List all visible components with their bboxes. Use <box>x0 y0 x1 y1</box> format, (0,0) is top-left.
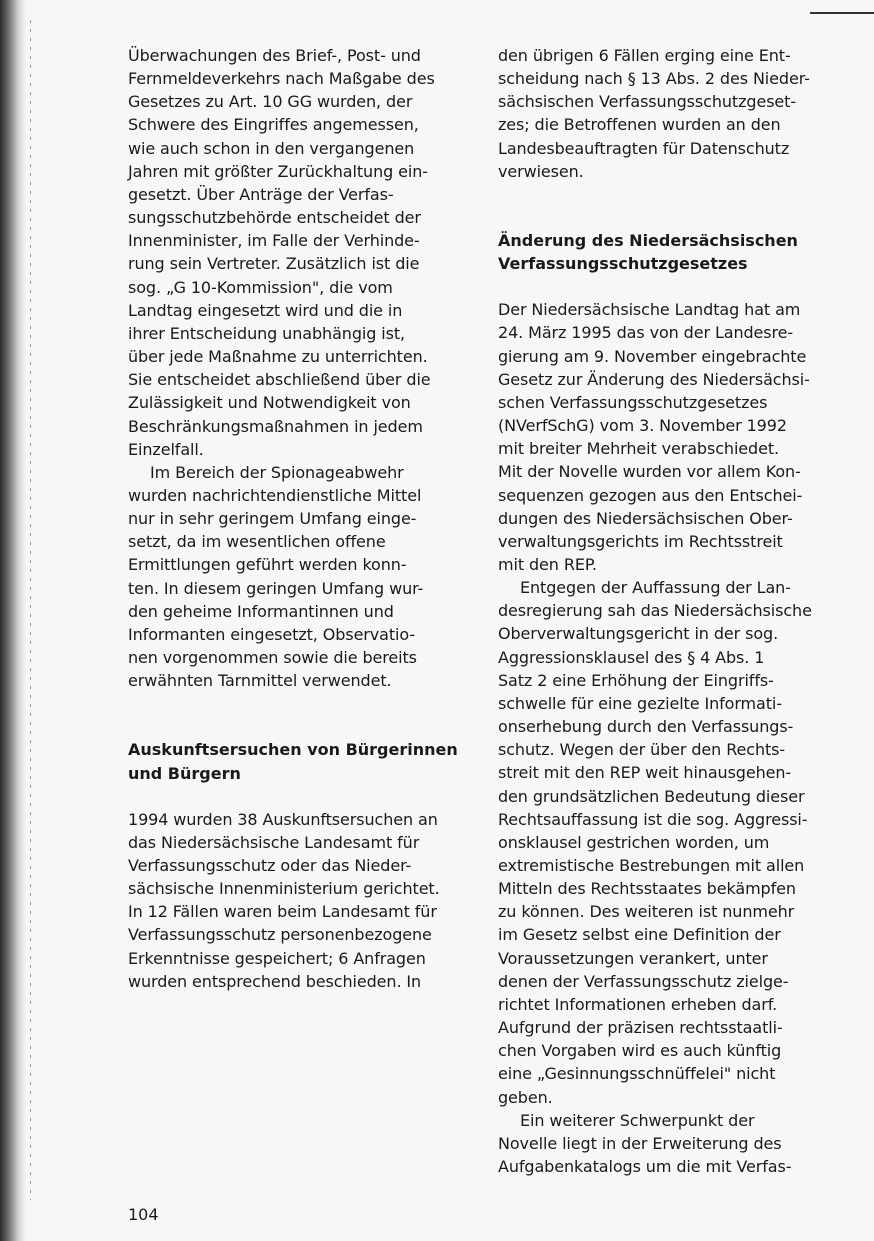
text-line: Voraussetzungen verankert, unter <box>498 948 768 968</box>
text-line: wurden entsprechend beschieden. In <box>128 971 422 991</box>
right-paragraph-2 <box>498 298 843 576</box>
left-section-heading <box>128 738 473 784</box>
text-line: geben. <box>498 1087 553 1107</box>
text-line: richtet Informationen erheben darf. <box>498 994 778 1014</box>
text-line: Entgegen der Auffassung der Lan- <box>520 578 791 598</box>
text-line: Schwere des Eingriffes angemessen, <box>128 115 419 135</box>
text-line: gesetzt. Über Anträge der Verfas- <box>128 184 394 204</box>
left-column <box>128 44 473 993</box>
text-line: nen vorgenommen sowie die bereits <box>128 648 417 668</box>
text-line: denen der Verfassungsschutz zielge- <box>498 971 789 991</box>
text-line: 1994 wurden 38 Auskunftsersuchen an <box>128 809 438 829</box>
text-line: zu können. Des weiteren ist nunmehr <box>498 902 795 922</box>
right-paragraph-1 <box>498 44 843 183</box>
text-line: Überwachungen des Brief-, Post- und <box>128 46 421 65</box>
left-paragraph-1 <box>128 44 473 461</box>
text-line: Verfassungsschutz oder das Nieder- <box>128 856 412 875</box>
text-line: Ein weiterer Schwerpunkt der <box>520 1110 755 1130</box>
right-section-heading <box>498 229 843 275</box>
text-line: zes; die Betroffenen wurden an den <box>498 115 781 135</box>
text-line: Innenminister, im Falle der Verhinde- <box>128 231 420 251</box>
left-paragraph-2 <box>128 461 473 693</box>
heading-line: Verfassungsschutzgesetzes <box>498 254 748 274</box>
text-line: eine „Gesinnungsschnüffelei" nicht <box>498 1064 776 1084</box>
text-line: Fernmeldeverkehrs nach Maßgabe des <box>128 69 435 89</box>
scan-edge-shadow <box>0 0 26 1241</box>
text-line: wie auch schon in den vergangenen <box>128 138 415 158</box>
text-line: (NVerfSchG) vom 3. November 1992 <box>498 416 787 436</box>
heading-line: Auskunftsersuchen von Bürgerinnen <box>128 740 458 760</box>
text-line: dungen des Niedersächsischen Ober- <box>498 508 793 528</box>
text-line: Ermittlungen geführt werden konn- <box>128 555 407 575</box>
text-line: sungsschutzbehörde entscheidet der <box>128 208 421 228</box>
text-line: verwaltungsgerichts im Rechtsstreit <box>498 531 783 551</box>
text-line: Gesetzes zu Art. 10 GG wurden, der <box>128 92 413 112</box>
text-line: Aggressionsklausel des § 4 Abs. 1 <box>498 647 765 667</box>
text-line: sog. „G 10-Kommission", die vom <box>128 277 393 297</box>
right-paragraph-3 <box>498 576 843 1109</box>
text-line: den geheime Informantinnen und <box>128 601 394 621</box>
text-line: setzt, da im wesentlichen offene <box>128 532 386 552</box>
text-line: gierung am 9. November eingebrachte <box>498 346 807 366</box>
text-line: über jede Maßnahme zu unterrichten. <box>128 347 428 367</box>
right-column <box>498 44 843 1178</box>
text-line: Im Bereich der Spionageabwehr <box>150 462 404 482</box>
right-paragraph-4 <box>498 1109 843 1178</box>
text-line: Aufgrund der präzisen rechtsstaatli- <box>498 1018 783 1038</box>
text-line: mit den REP. <box>498 554 597 574</box>
text-line: Rechtsauffassung ist die sog. Aggressi- <box>498 809 808 829</box>
text-line: Mitteln des Rechtsstaates bekämpfen <box>498 879 796 899</box>
text-line: Erkenntnisse gespeichert; 6 Anfragen <box>128 948 426 968</box>
text-line: ihrer Entscheidung unabhängig ist, <box>128 323 405 343</box>
text-line: Satz 2 eine Erhöhung der Eingriffs- <box>498 670 774 690</box>
text-line: Aufgabenkatalogs um die mit Verfas- <box>498 1157 792 1177</box>
text-line: verwiesen. <box>498 161 584 181</box>
top-rule <box>810 12 874 14</box>
text-line: schutz. Wegen der über den Rechts- <box>498 740 786 760</box>
text-line: onsklausel gestrichen worden, um <box>498 832 770 852</box>
text-line: sequenzen gezogen aus den Entschei- <box>498 485 803 505</box>
text-line: den übrigen 6 Fällen erging eine Ent- <box>498 46 791 65</box>
heading-line: Änderung des Niedersächsischen <box>498 230 798 250</box>
text-line: Verfassungsschutz personenbezogene <box>128 925 432 945</box>
text-line: extremistische Bestrebungen mit allen <box>498 856 805 875</box>
heading-line: und Bürgern <box>128 763 241 783</box>
text-line: scheidung nach § 13 Abs. 2 des Nieder- <box>498 69 810 89</box>
text-line: Jahren mit größter Zurückhaltung ein- <box>128 161 428 181</box>
text-line: schen Verfassungsschutzgesetzes <box>498 392 768 412</box>
text-line: erwähnten Tarnmittel verwendet. <box>128 671 392 691</box>
text-line: Informanten eingesetzt, Observatio- <box>128 624 416 644</box>
text-line: wurden nachrichtendienstliche Mittel <box>128 485 422 505</box>
text-line: Beschränkungsmaßnahmen in jedem <box>128 416 423 436</box>
text-line: sächsische Innenministerium gerichtet. <box>128 879 440 899</box>
text-line: den grundsätzlichen Bedeutung dieser <box>498 786 805 806</box>
text-line: desregierung sah das Niedersächsische <box>498 601 812 621</box>
text-line: mit breiter Mehrheit verabschiedet. <box>498 439 779 459</box>
text-line: Mit der Novelle wurden vor allem Kon- <box>498 462 801 482</box>
text-line: Landesbeauftragten für Datenschutz <box>498 138 790 158</box>
text-line: Novelle liegt in der Erweiterung des <box>498 1133 782 1153</box>
text-line: Der Niedersächsische Landtag hat am <box>498 300 801 320</box>
text-line: Landtag eingesetzt wird und die in <box>128 300 403 320</box>
left-paragraph-3 <box>128 808 473 993</box>
text-line: Zulässigkeit und Notwendigkeit von <box>128 393 411 413</box>
text-line: das Niedersächsische Landesamt für <box>128 832 420 852</box>
text-line: streit mit den REP weit hinausgehen- <box>498 763 792 783</box>
text-line: chen Vorgaben wird es auch künftig <box>498 1041 782 1061</box>
text-line: schwelle für eine gezielte Informati- <box>498 693 782 713</box>
spacer <box>128 692 473 738</box>
text-line: ten. In diesem geringen Umfang wur- <box>128 578 424 598</box>
text-line: rung sein Vertreter. Zusätzlich ist die <box>128 254 420 274</box>
text-line: 24. März 1995 das von der Landesre- <box>498 323 794 343</box>
text-line: sächsischen Verfassungsschutzgeset- <box>498 92 797 112</box>
spacer <box>128 785 473 808</box>
text-line: Gesetz zur Änderung des Niedersächsi- <box>498 369 810 389</box>
text-line: im Gesetz selbst eine Definition der <box>498 925 781 945</box>
text-line: Einzelfall. <box>128 439 204 459</box>
text-line: onserhebung durch den Verfassungs- <box>498 717 794 737</box>
spacer <box>498 183 843 229</box>
spacer <box>498 275 843 298</box>
text-line: Oberverwaltungsgericht in der sog. <box>498 624 779 644</box>
text-line: Sie entscheidet abschließend über die <box>128 370 431 390</box>
page-number: 104 <box>128 1205 159 1224</box>
text-line: nur in sehr geringem Umfang einge- <box>128 509 417 529</box>
text-line: In 12 Fällen waren beim Landesamt für <box>128 902 437 922</box>
